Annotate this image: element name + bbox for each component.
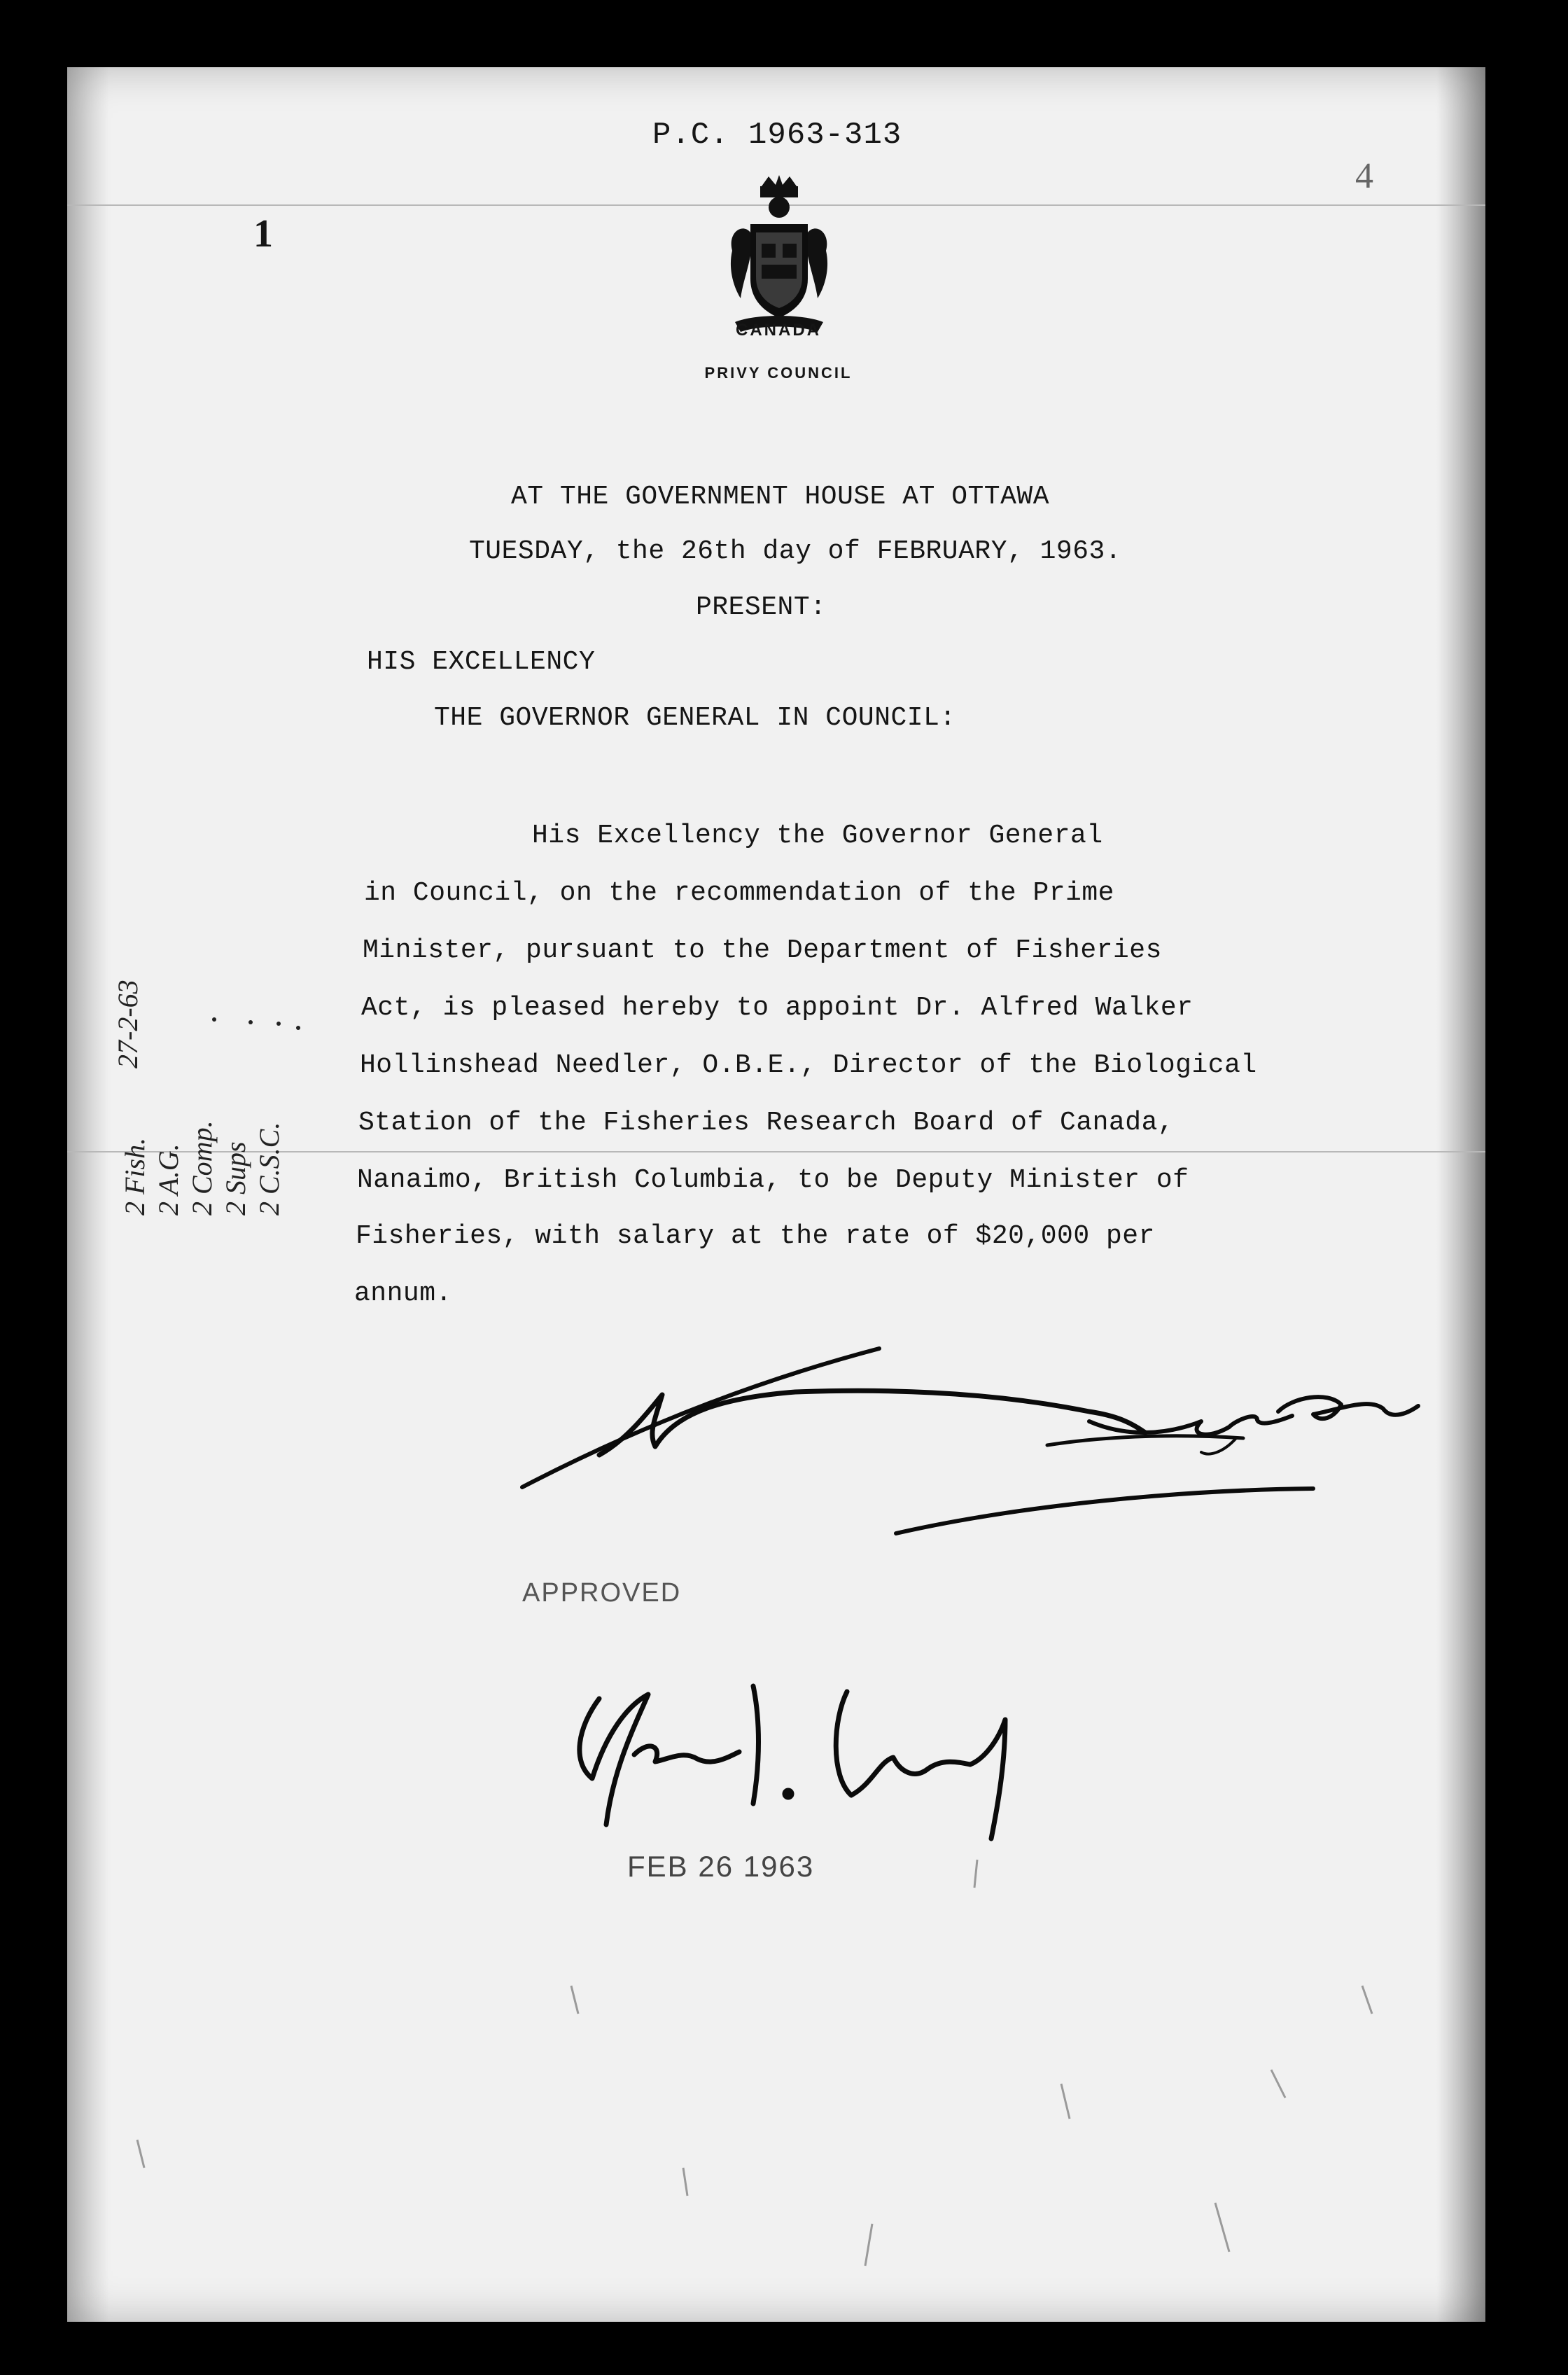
body-line: annum. [354,1279,452,1309]
meeting-location: AT THE GOVERNMENT HOUSE AT OTTAWA [511,482,1050,512]
governor-general-in-council: THE GOVERNOR GENERAL IN COUNCIL: [434,703,956,733]
page-number: 4 [1355,156,1373,196]
marginalia-note: 2 Sups [220,1141,251,1216]
present-heading: PRESENT: [696,592,827,622]
marginalia-note: 2 Fish. [119,1137,150,1216]
body-line: in Council, on the recommendation of the Prime [364,878,1114,908]
approved-stamp: APPROVED [522,1578,682,1608]
body-line: Minister, pursuant to the Department of Fisheries [363,935,1162,966]
body-line: Nanaimo, British Columbia, to be Deputy Minister of [357,1165,1189,1195]
document-page [67,67,1485,2322]
his-excellency: HIS EXCELLENCY [367,647,596,677]
body-line: His Excellency the Governor General [532,821,1103,851]
privy-council-label: PRIVY COUNCIL [704,364,853,382]
approval-date-stamp: FEB 26 1963 [627,1850,815,1883]
body-line: Fisheries, with salary at the rate of $20,000 per [356,1221,1155,1251]
country-label: CANADA [736,321,821,340]
body-line: Hollinshead Needler, O.B.E., Director of the Biological [360,1050,1257,1080]
meeting-date: TUESDAY, the 26th day of FEBRUARY, 1963. [469,536,1122,566]
marginalia-note: 2 A.G. [153,1143,184,1216]
margin-mark: 1 [253,212,273,256]
scan-specks [67,67,1485,2322]
body-line: Act, is pleased hereby to appoint Dr. Alfred Walker [361,993,1194,1023]
marginalia-note: 2 Comp. [186,1120,218,1216]
marginalia-date: 27-2-63 [112,980,144,1068]
marginalia-note: 2 C.S.C. [253,1122,285,1216]
order-number: P.C. 1963-313 [652,118,902,153]
body-line: Station of the Fisheries Research Board of Canada, [358,1108,1175,1138]
